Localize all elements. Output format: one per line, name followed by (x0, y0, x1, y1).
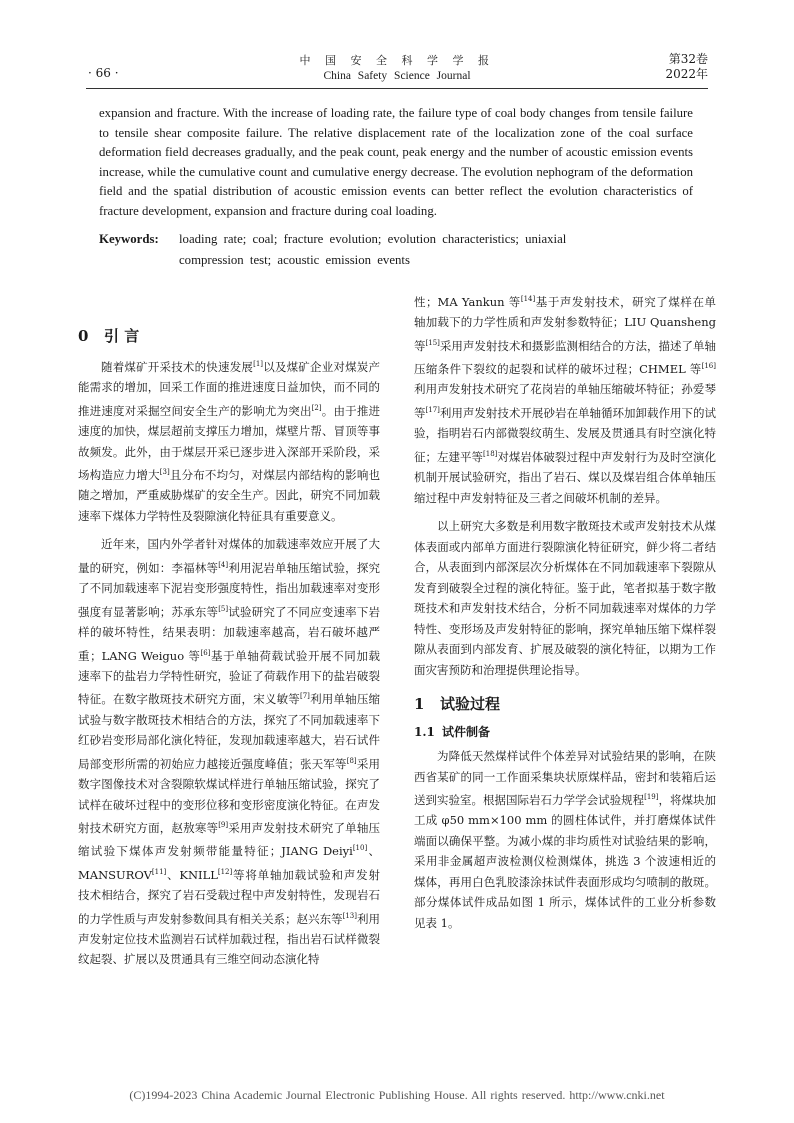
intro-paragraph-1: 随着煤矿开采技术的快速发展[1]以及煤矿企业对煤炭产能需求的增加，回采工作面的推进速度日益加快，而不同的推进速度对采掘空间安全生产的影响尤为突出[2]。由于推进速度的加快，煤层超前支撑压力增加，煤壁片帮、冒顶等事故频发。此外，由于煤层开采已逐步进入深部开采阶段，采场构造应力增大[3]且分布不均匀，对煤层内部结构的影响也随之增加，严重威胁煤矿的安全生产。因此，研究不同加载速率下煤体力学特性及裂隙演化特征具有重要意义。 (78, 359, 381, 523)
subsection-number: 1.1 (414, 725, 435, 740)
intro-paragraph-2-cont: 性；MA Yankun 等[14]基于声发射技术，研究了煤样在单轴加载下的力学性质和声发射参数特征；LIU Quansheng 等[15]采用声发射技术和摄影监测相结合的方法，描述了单轴压缩条件下裂纹的起裂和试样的破坏过程；CHMEL 等[16]利用声发射技术研究了花岗岩的单轴压缩破坏特征；孙爱琴等[17]利用声发射技术开展砂岩在单轴循环加卸载作用下的试验，指明岩石内部微裂纹萌生、发展及贯通具有时空演化特征；左建平等[18]对煤岩体破裂过程中声发射行为及时空演化机制开展试验研究，指出了岩石、煤以及煤岩组合体单轴压缩过程中声发射特征及三者之间破坏机制的差异。 (414, 294, 717, 505)
section-number: 1 (414, 695, 425, 714)
abstract-continuation: expansion and fracture. With the increase of loading rate, the failure type of coal body changes from tensile failure to tensile shear composite failure. The relative displacement rate of the localization zone of the coal surface deformation field decreases gradually, and the peak count, peak energy and the number of acoustic emission events increase, while the cumulative count and cumulative energy decrease. The evolution nephogram of the deformation field and the spatial distribution of acoustic emission events can better reflect the evolution characteristics of fracture development, expansion and fracture during coal loading. (99, 106, 693, 218)
section-title: 引 言 (104, 327, 140, 345)
section-1-heading (414, 694, 716, 714)
journal-name-en: China Safety Science Journal (323, 70, 471, 82)
year-label: 2022年 (665, 67, 708, 81)
subsection-title: 试件制备 (442, 725, 491, 740)
subsection-1-1-heading (414, 722, 716, 742)
volume-info (665, 52, 708, 82)
intro-paragraph-3: 以上研究大多数是利用数字散斑技术或声发射技术从煤体表面或内部单方面进行裂隙演化特征研究，鲜少将二者结合，从表面到内部深层次分析煤体在不同加载速率下裂隙从发育到破裂全过程的演化特征。鉴于此，笔者拟基于数字散斑技术和声发射技术结合，分析不同加载速率对煤体的力学特性、变形场及声发射特征的影响，探究单轴压缩下煤样裂隙从表面到内部发育、扩展及破裂的演化特征，以期为工作面灾害预防和治理提供理论指导。 (414, 519, 716, 677)
page-number: · 66 · (88, 66, 119, 80)
copyright-footer: (C)1994-2023 China Academic Journal Electronic Publishing House. All rights reserved. http://www.cnki.net (129, 1088, 665, 1102)
keywords-text: loading rate; coal; fracture evolution; evolution characteristics; uniaxial compression test; acoustic emission events (179, 232, 567, 267)
header-rule (86, 88, 708, 89)
right-column (414, 289, 716, 933)
section-1-1-paragraph: 为降低天然煤样试件个体差异对试验结果的影响，在陕西省某矿的同一工作面采集块状原煤样品，密封和装箱后运送到实验室。根据国际岩石力学学会试验规程[19]，将煤块加工成 φ50 mm×100 mm 的圆柱体试件，并打磨煤体试件端面以确保平整。为减小煤的非均质性对试验结果的影响，采用非金属超声波检测仪检测煤体，挑选 3 个波速相近的煤体，再用白色乳胶漆涂抹试件表面形成均匀喷制的散斑。部分煤体试件成品如图 1 所示，煤体试件的工业分析参数见表 1。 (414, 749, 717, 930)
left-column (78, 326, 380, 970)
volume-label: 第32卷 (668, 52, 708, 66)
section-title: 试验过程 (440, 695, 501, 714)
section-number: 0 (78, 327, 89, 345)
journal-name-cn: 中 国 安 全 科 学 学 报 (299, 54, 495, 67)
intro-paragraph-2: 近年来，国内外学者针对煤体的加载速率效应开展了大量的研究，例如：李福林等[4]利用泥岩单轴压缩试验，探究了不同加载速率下泥岩变形强度特性，指出加载速率对变形强度有显著影响；苏承东等[5]试验研究了不同应变速率下岩样的破坏特性，结果表明：加载速率越高，岩石破坏越严重；LANG Weiguo 等[6]基于单轴荷载试验开展不同加载速率下的盐岩力学特性研究，验证了荷载作用下的盐岩破裂特征。在数字散斑技术研究方面，宋义敏等[7]利用单轴压缩试验与数字散斑技术相结合的方法，探究了不同加载速率下红砂岩变形局部化演化特征，发现加载速率越大，岩石试件局部变形所需的初始应力越接近强度峰值；张天军等[8]采用数字图像技术对含裂隙软煤试样进行单轴压缩试验，探究了试样在破坏过程中的变形位移和变形密度演化特征。在声发射技术研究方面，赵敖寒等[9]采用声发射技术研究了单轴压缩试验下煤体声发射频带能量特征；JIANG Deiyi[10]、MANSUROV[11]、KNILL[12]等将单轴加载试验和声发射技术相结合，探究了岩石受载过程中声发射特性，发现岩石的力学性质与声发射参数间具有相关关系；赵兴东等[13]利用声发射定位技术监测岩石试样加载过程，指出岩石试样微裂纹起裂、扩展以及贯通具有三维空间动态演化特 (78, 537, 381, 967)
section-0-heading (78, 326, 380, 346)
keywords-label: Keywords: (99, 232, 159, 246)
